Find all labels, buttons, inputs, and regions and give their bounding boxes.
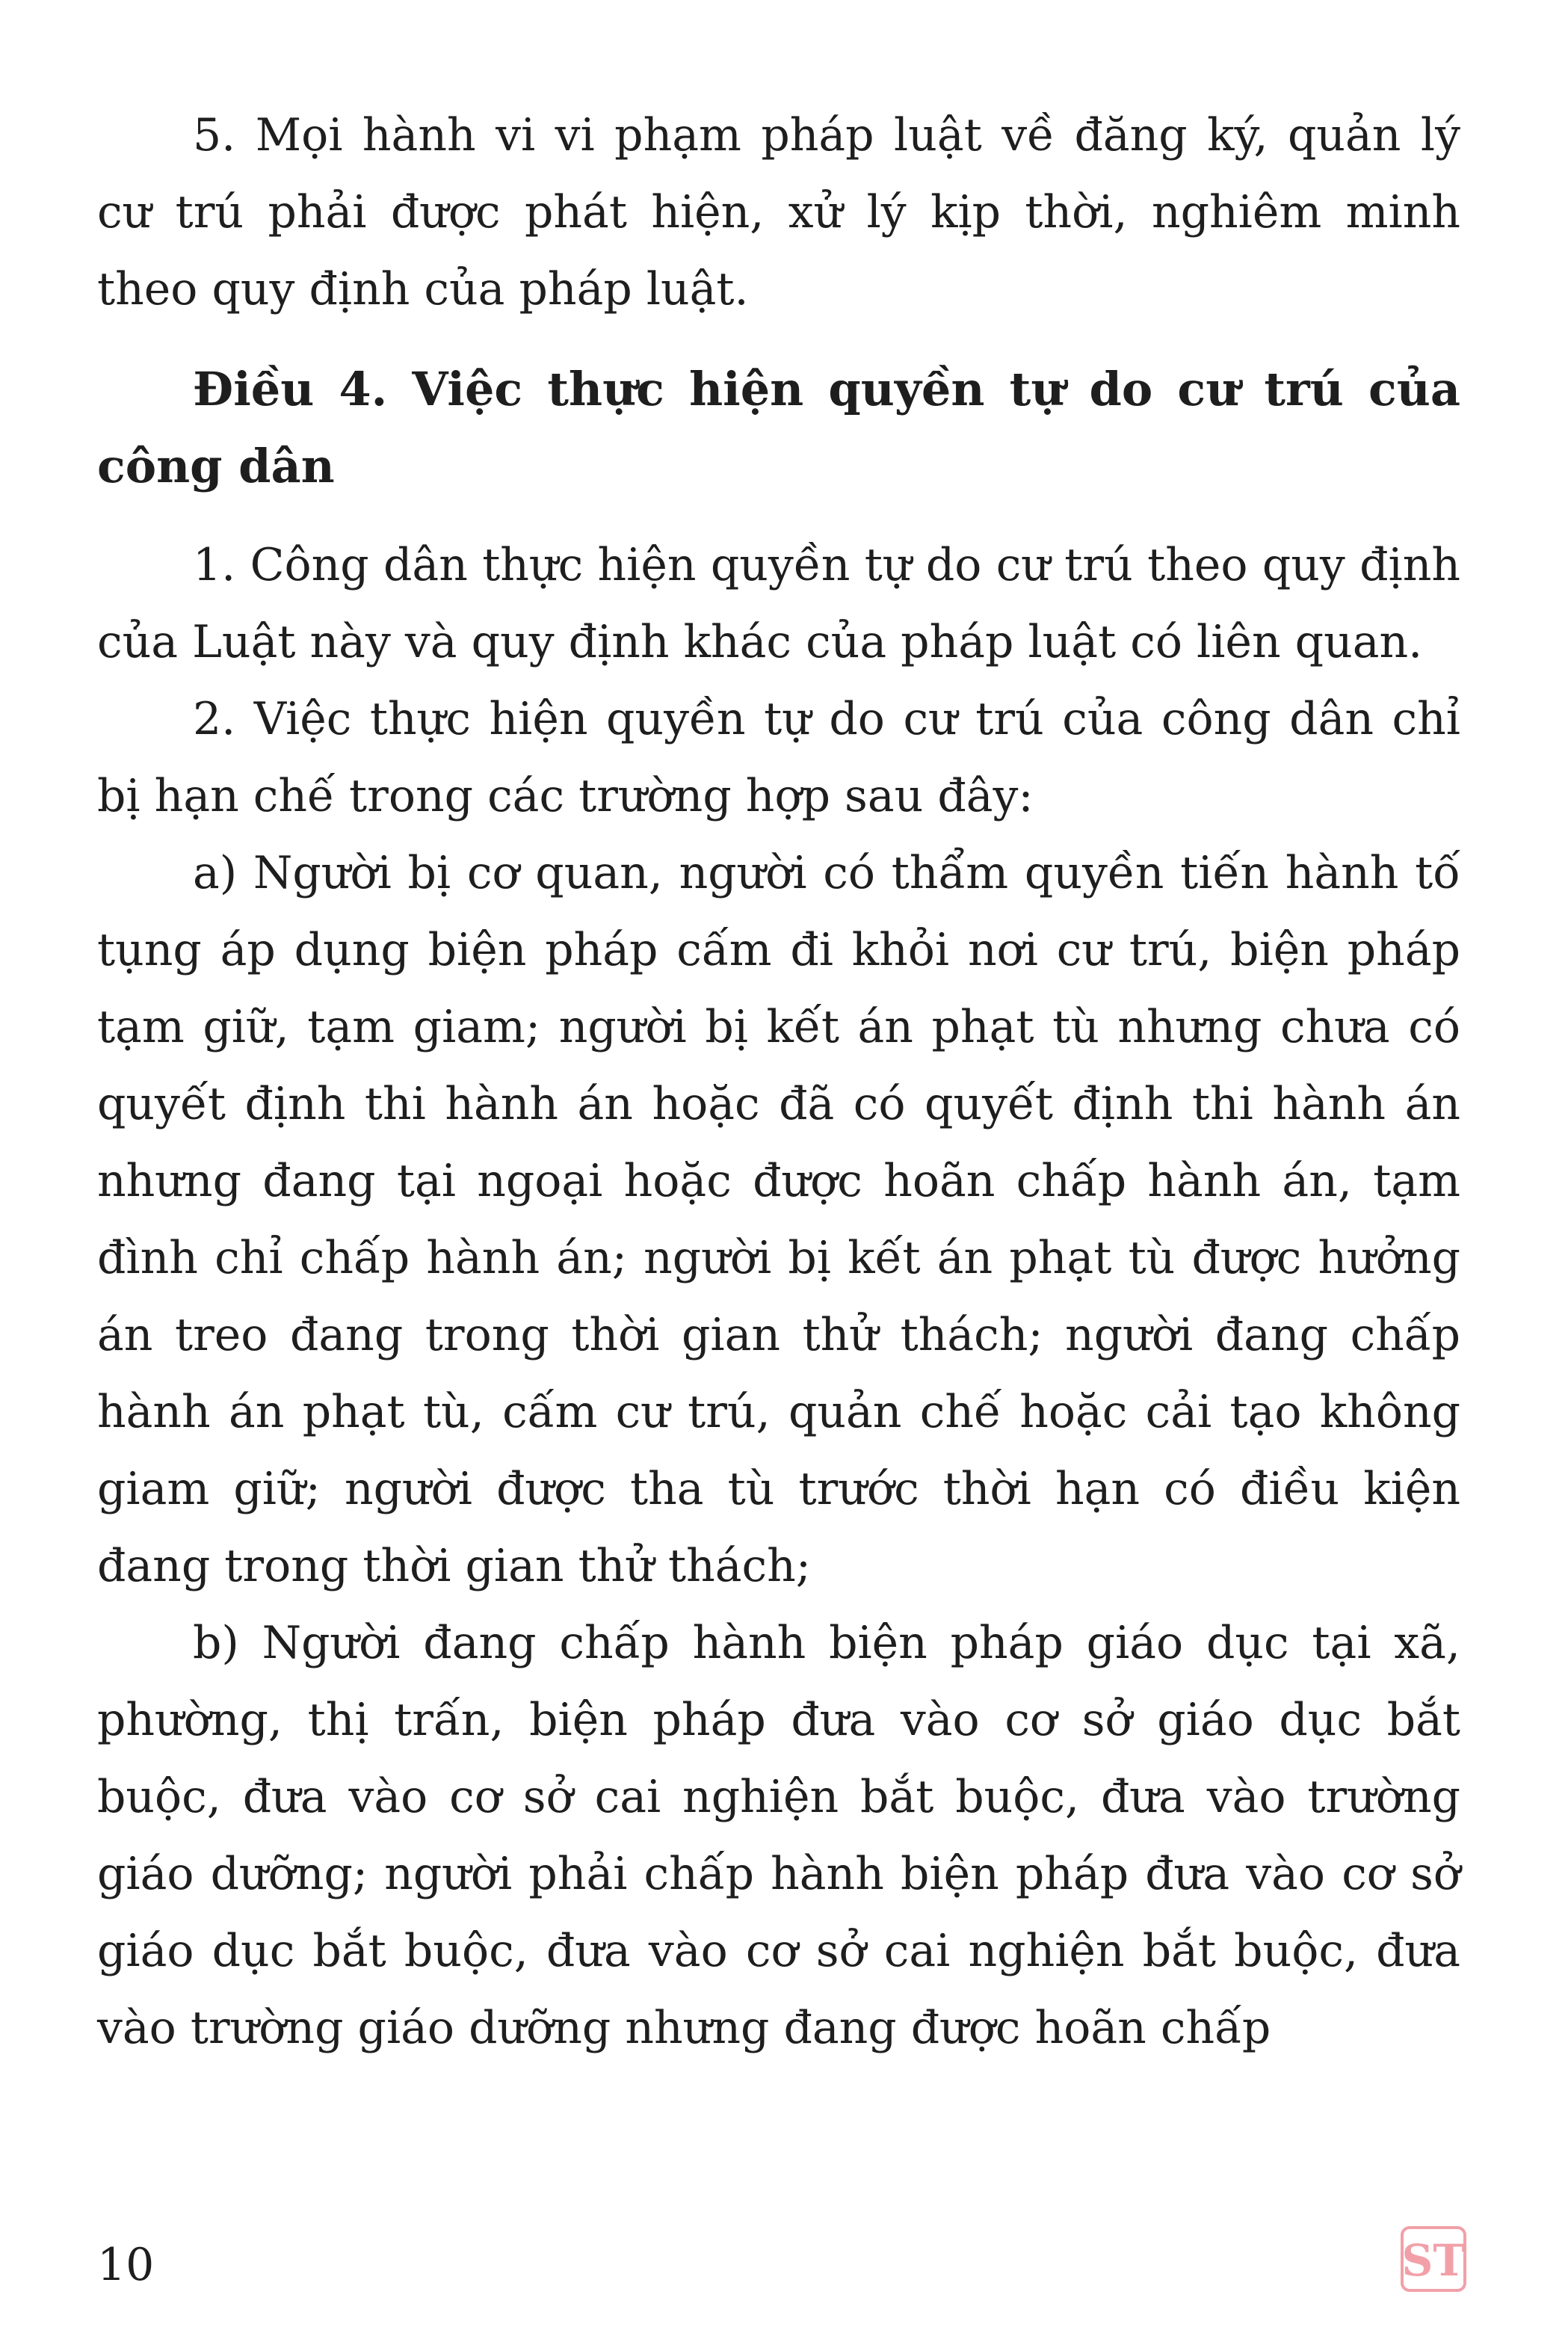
- paragraph-point-a: a) Người bị cơ quan, người có thẩm quyền tiến hành tố tụng áp dụng biện pháp cấm đi khỏi nơi cư trú, biện pháp tạm giữ, tạm giam; người bị kết án phạt tù nhưng chưa có quyết định thi hành án hoặc đã có quyết định thi hành án nhưng đang tại ngoại hoặc được hoãn chấp hành án, tạm đình chỉ chấp hành án; người bị kết án phạt tù được hưởng án treo đang trong thời gian thử thách; người đang chấp hành án phạt tù, cấm cư trú, quản chế hoặc cải tạo không giam giữ; người được tha tù trước thời hạn có điều kiện đang trong thời gian thử thách;: [97, 847, 1460, 1592]
- paragraph-clause-1: 1. Công dân thực hiện quyền tự do cư trú theo quy định của Luật này và quy định khác của pháp luật có liên quan.: [97, 539, 1460, 668]
- paragraph-clause-5: 5. Mọi hành vi vi phạm pháp luật về đăng ký, quản lý cư trú phải được phát hiện, xử lý kịp thời, nghiêm minh theo quy định của pháp luật.: [97, 109, 1460, 315]
- paragraph-point-b: b) Người đang chấp hành biện pháp giáo dục tại xã, phường, thị trấn, biện pháp đưa vào cơ sở giáo dục bắt buộc, đưa vào cơ sở cai nghiện bắt buộc, đưa vào trường giáo dưỡng; người phải chấp hành biện pháp đưa vào cơ sở giáo dục bắt buộc, đưa vào cơ sở cai nghiện bắt buộc, đưa vào trường giáo dưỡng nhưng đang được hoãn chấp: [97, 1617, 1460, 2054]
- document-page: [97, 97, 1460, 2067]
- article-heading: Điều 4. Việc thực hiện quyền tự do cư trú của công dân: [97, 362, 1460, 493]
- paragraph-clause-2: 2. Việc thực hiện quyền tự do cư trú của công dân chỉ bị hạn chế trong các trường hợp sau đây:: [97, 693, 1460, 822]
- publisher-logo-icon: [1396, 2222, 1471, 2296]
- svg-text:ST: ST: [1401, 2235, 1466, 2286]
- page-number: 10: [97, 2239, 155, 2291]
